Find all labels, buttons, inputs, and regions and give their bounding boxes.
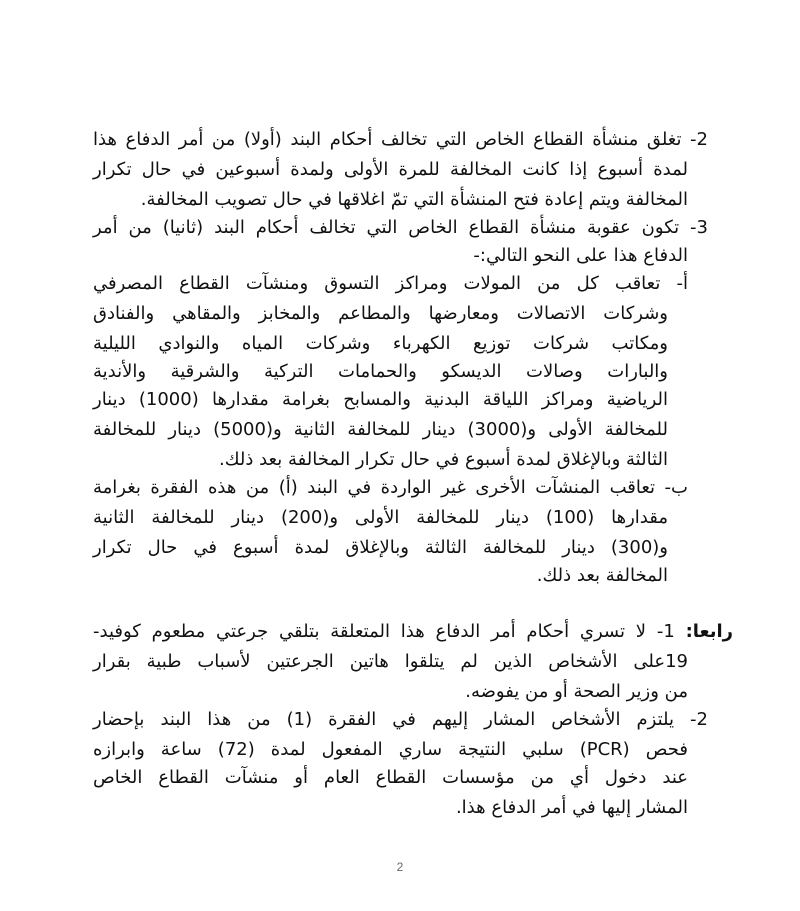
text-line: والبارات وصالات الديسكو والحمامات التركية والشرقية والأندية	[93, 361, 668, 382]
text-line: وشركات الاتصالات ومعارضها والمطاعم والمخابز والمقاهي والفنادق	[93, 303, 668, 324]
text-line: 3- تكون عقوبة منشأة القطاع الخاص التي تخالف أحكام البند (ثانيا) من أمر	[93, 217, 708, 238]
text-line: أ- تعاقب كل من المولات ومراكز التسوق ومنشآت القطاع المصرفي	[93, 273, 688, 294]
page-number: 2	[396, 860, 404, 874]
section-four-heading	[93, 620, 733, 644]
text-line: 19على الأشخاص الذين لم يتلقوا هاتين الجرعتين لأسباب طبية بقرار	[93, 651, 688, 672]
text-line: مقدارها (100) دينار للمخالفة الأولى و(200) دينار للمخالفة الثانية	[93, 507, 668, 528]
text-line: المخالفة ويتم إعادة فتح المنشأة التي تمّ اغلاقها في حال تصويب المخالفة.	[140, 189, 688, 210]
text-line: الرياضية ومراكز اللياقة البدنية والمسابح بغرامة مقدارها (1000) دينار	[93, 389, 668, 410]
text-line: فحص (PCR) سلبي النتيجة ساري المفعول لمدة (72) ساعة وابرازه	[93, 739, 688, 760]
text-line: المشار إليها في أمر الدفاع هذا.	[455, 797, 688, 818]
text-line: من وزير الصحة أو من يفوضه.	[465, 681, 688, 702]
text-line: المخالفة بعد ذلك.	[536, 565, 668, 586]
text-line: للمخالفة الأولى و(3000) دينار للمخالفة الثانية و(5000) دينار للمخالفة	[93, 419, 668, 440]
text-line: ومكاتب شركات توزيع الكهرباء وشركات المياه والنوادي الليلية	[93, 333, 668, 354]
text-line: الثالثة وبالإغلاق لمدة أسبوع في حال تكرار المخالفة بعد ذلك.	[219, 449, 668, 470]
text-line: الدفاع هذا على النحو التالي:-	[473, 245, 688, 266]
text-line: ب- تعاقب المنشآت الأخرى غير الواردة في البند (أ) من هذه الفقرة بغرامة	[93, 477, 688, 498]
text-line: عند دخول أي من مؤسسات القطاع العام أو منشآت القطاع الخاص	[93, 767, 688, 788]
text-line: 1- لا تسري أحكام أمر الدفاع هذا المتعلقة بتلقي جرعتي مطعوم كوفيد-	[93, 621, 675, 642]
text-line: لمدة أسبوع إذا كانت المخالفة للمرة الأولى ولمدة أسبوعين في حال تكرار	[93, 159, 688, 180]
text-line: و(300) دينار للمخالفة الثالثة وبالإغلاق لمدة أسبوع في حال تكرار	[93, 537, 668, 558]
text-line: 2- يلتزم الأشخاص المشار إليهم في الفقرة (1) من هذا البند بإحضار	[93, 709, 708, 730]
section-four-label: رابعا:	[685, 621, 733, 642]
text-line: 2- تغلق منشأة القطاع الخاص التي تخالف أحكام البند (أولا) من أمر الدفاع هذا	[93, 129, 708, 150]
